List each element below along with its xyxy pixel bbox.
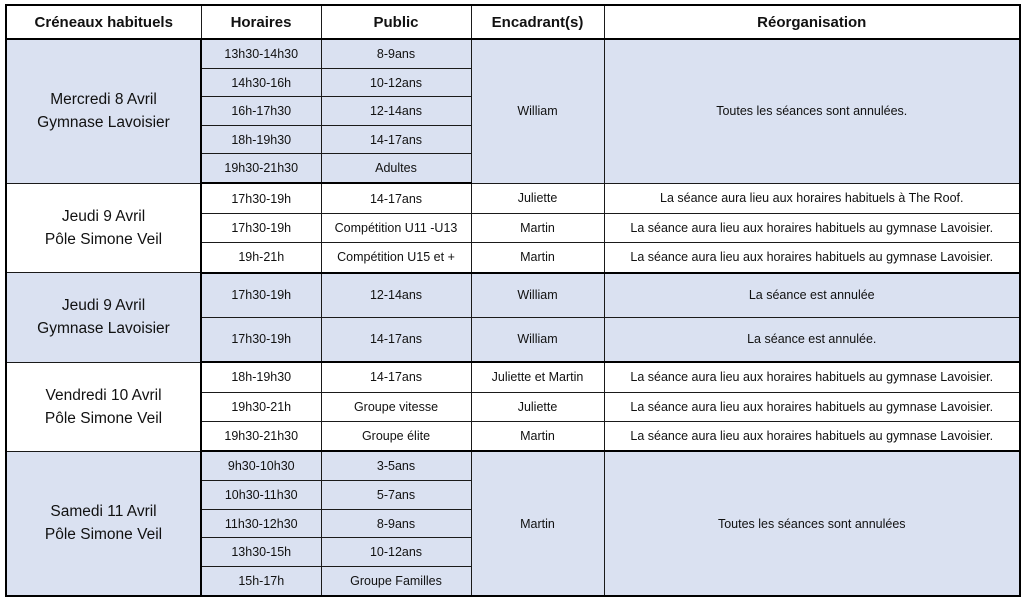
reorganisation-cell: La séance aura lieu aux horaires habituels au gymnase Lavoisier. <box>604 362 1020 392</box>
header-public: Public <box>321 5 471 39</box>
schedule-table <box>5 4 1021 597</box>
table-row <box>6 39 1020 68</box>
coach-cell: Martin <box>471 213 604 242</box>
time-cell: 19h30-21h30 <box>201 154 321 183</box>
time-cell: 17h30-19h <box>201 317 321 362</box>
time-cell: 15h-17h <box>201 566 321 596</box>
time-cell: 11h30-12h30 <box>201 509 321 538</box>
public-cell: 14-17ans <box>321 317 471 362</box>
header-coach: Encadrant(s) <box>471 5 604 39</box>
table-row <box>6 362 1020 392</box>
reorganisation-cell: Toutes les séances sont annulées. <box>604 39 1020 183</box>
time-cell: 19h-21h <box>201 243 321 273</box>
slot-day: Jeudi 9 Avril <box>61 208 146 226</box>
public-cell: Compétition U15 et + <box>321 243 471 273</box>
slot-venue: Pôle Simone Veil <box>44 231 163 249</box>
reorganisation-cell: La séance est annulée. <box>604 317 1020 362</box>
reorganisation-cell: La séance aura lieu aux horaires habituels au gymnase Lavoisier. <box>604 213 1020 242</box>
time-cell: 18h-19h30 <box>201 125 321 154</box>
coach-cell: Juliette et Martin <box>471 362 604 392</box>
public-cell: 14-17ans <box>321 183 471 213</box>
public-cell: 3-5ans <box>321 451 471 480</box>
coach-cell: Martin <box>471 243 604 273</box>
table-row <box>6 273 1020 318</box>
time-cell: 16h-17h30 <box>201 97 321 126</box>
slot-day: Mercredi 8 Avril <box>50 91 157 109</box>
coach-cell: Martin <box>471 421 604 451</box>
coach-cell: Martin <box>471 451 604 596</box>
schedule-body <box>6 39 1020 596</box>
time-cell: 19h30-21h <box>201 392 321 421</box>
time-cell: 13h30-15h <box>201 538 321 567</box>
public-cell: 10-12ans <box>321 538 471 567</box>
table-row <box>6 183 1020 213</box>
public-cell: 8-9ans <box>321 509 471 538</box>
public-cell: 12-14ans <box>321 273 471 318</box>
header-row <box>6 5 1020 39</box>
slot-venue: Pôle Simone Veil <box>44 409 163 427</box>
coach-cell: William <box>471 39 604 183</box>
public-cell: Adultes <box>321 154 471 183</box>
reorganisation-cell: La séance aura lieu aux horaires habituels au gymnase Lavoisier. <box>604 392 1020 421</box>
slot-cell <box>6 451 201 596</box>
time-cell: 17h30-19h <box>201 213 321 242</box>
header-time: Horaires <box>201 5 321 39</box>
public-cell: 10-12ans <box>321 68 471 97</box>
header-slot: Créneaux habituels <box>6 5 201 39</box>
time-cell: 18h-19h30 <box>201 362 321 392</box>
slot-day: Jeudi 9 Avril <box>61 297 146 315</box>
public-cell: 14-17ans <box>321 125 471 154</box>
reorganisation-cell: La séance aura lieu aux horaires habituels au gymnase Lavoisier. <box>604 421 1020 451</box>
time-cell: 14h30-16h <box>201 68 321 97</box>
public-cell: 8-9ans <box>321 39 471 68</box>
slot-cell <box>6 362 201 451</box>
time-cell: 19h30-21h30 <box>201 421 321 451</box>
time-cell: 17h30-19h <box>201 183 321 213</box>
slot-venue: Pôle Simone Veil <box>44 526 163 544</box>
coach-cell: Juliette <box>471 392 604 421</box>
time-cell: 9h30-10h30 <box>201 451 321 480</box>
slot-day: Samedi 11 Avril <box>50 503 157 521</box>
public-cell: 5-7ans <box>321 481 471 510</box>
time-cell: 10h30-11h30 <box>201 481 321 510</box>
slot-cell <box>6 39 201 183</box>
coach-cell: Juliette <box>471 183 604 213</box>
header-reorganisation: Réorganisation <box>604 5 1020 39</box>
public-cell: 14-17ans <box>321 362 471 392</box>
reorganisation-cell: Toutes les séances sont annulées <box>604 451 1020 596</box>
time-cell: 17h30-19h <box>201 273 321 318</box>
time-cell: 13h30-14h30 <box>201 39 321 68</box>
slot-venue: Gymnase Lavoisier <box>37 320 170 338</box>
table-row <box>6 451 1020 480</box>
reorganisation-cell: La séance aura lieu aux horaires habituels à The Roof. <box>604 183 1020 213</box>
slot-venue: Gymnase Lavoisier <box>37 114 170 132</box>
public-cell: Groupe vitesse <box>321 392 471 421</box>
coach-cell: William <box>471 273 604 318</box>
reorganisation-cell: La séance est annulée <box>604 273 1020 318</box>
coach-cell: William <box>471 317 604 362</box>
slot-day: Vendredi 10 Avril <box>45 386 162 404</box>
public-cell: Groupe élite <box>321 421 471 451</box>
public-cell: 12-14ans <box>321 97 471 126</box>
slot-cell <box>6 183 201 272</box>
public-cell: Groupe Familles <box>321 566 471 596</box>
slot-cell <box>6 273 201 362</box>
public-cell: Compétition U11 -U13 <box>321 213 471 242</box>
reorganisation-cell: La séance aura lieu aux horaires habituels au gymnase Lavoisier. <box>604 243 1020 273</box>
